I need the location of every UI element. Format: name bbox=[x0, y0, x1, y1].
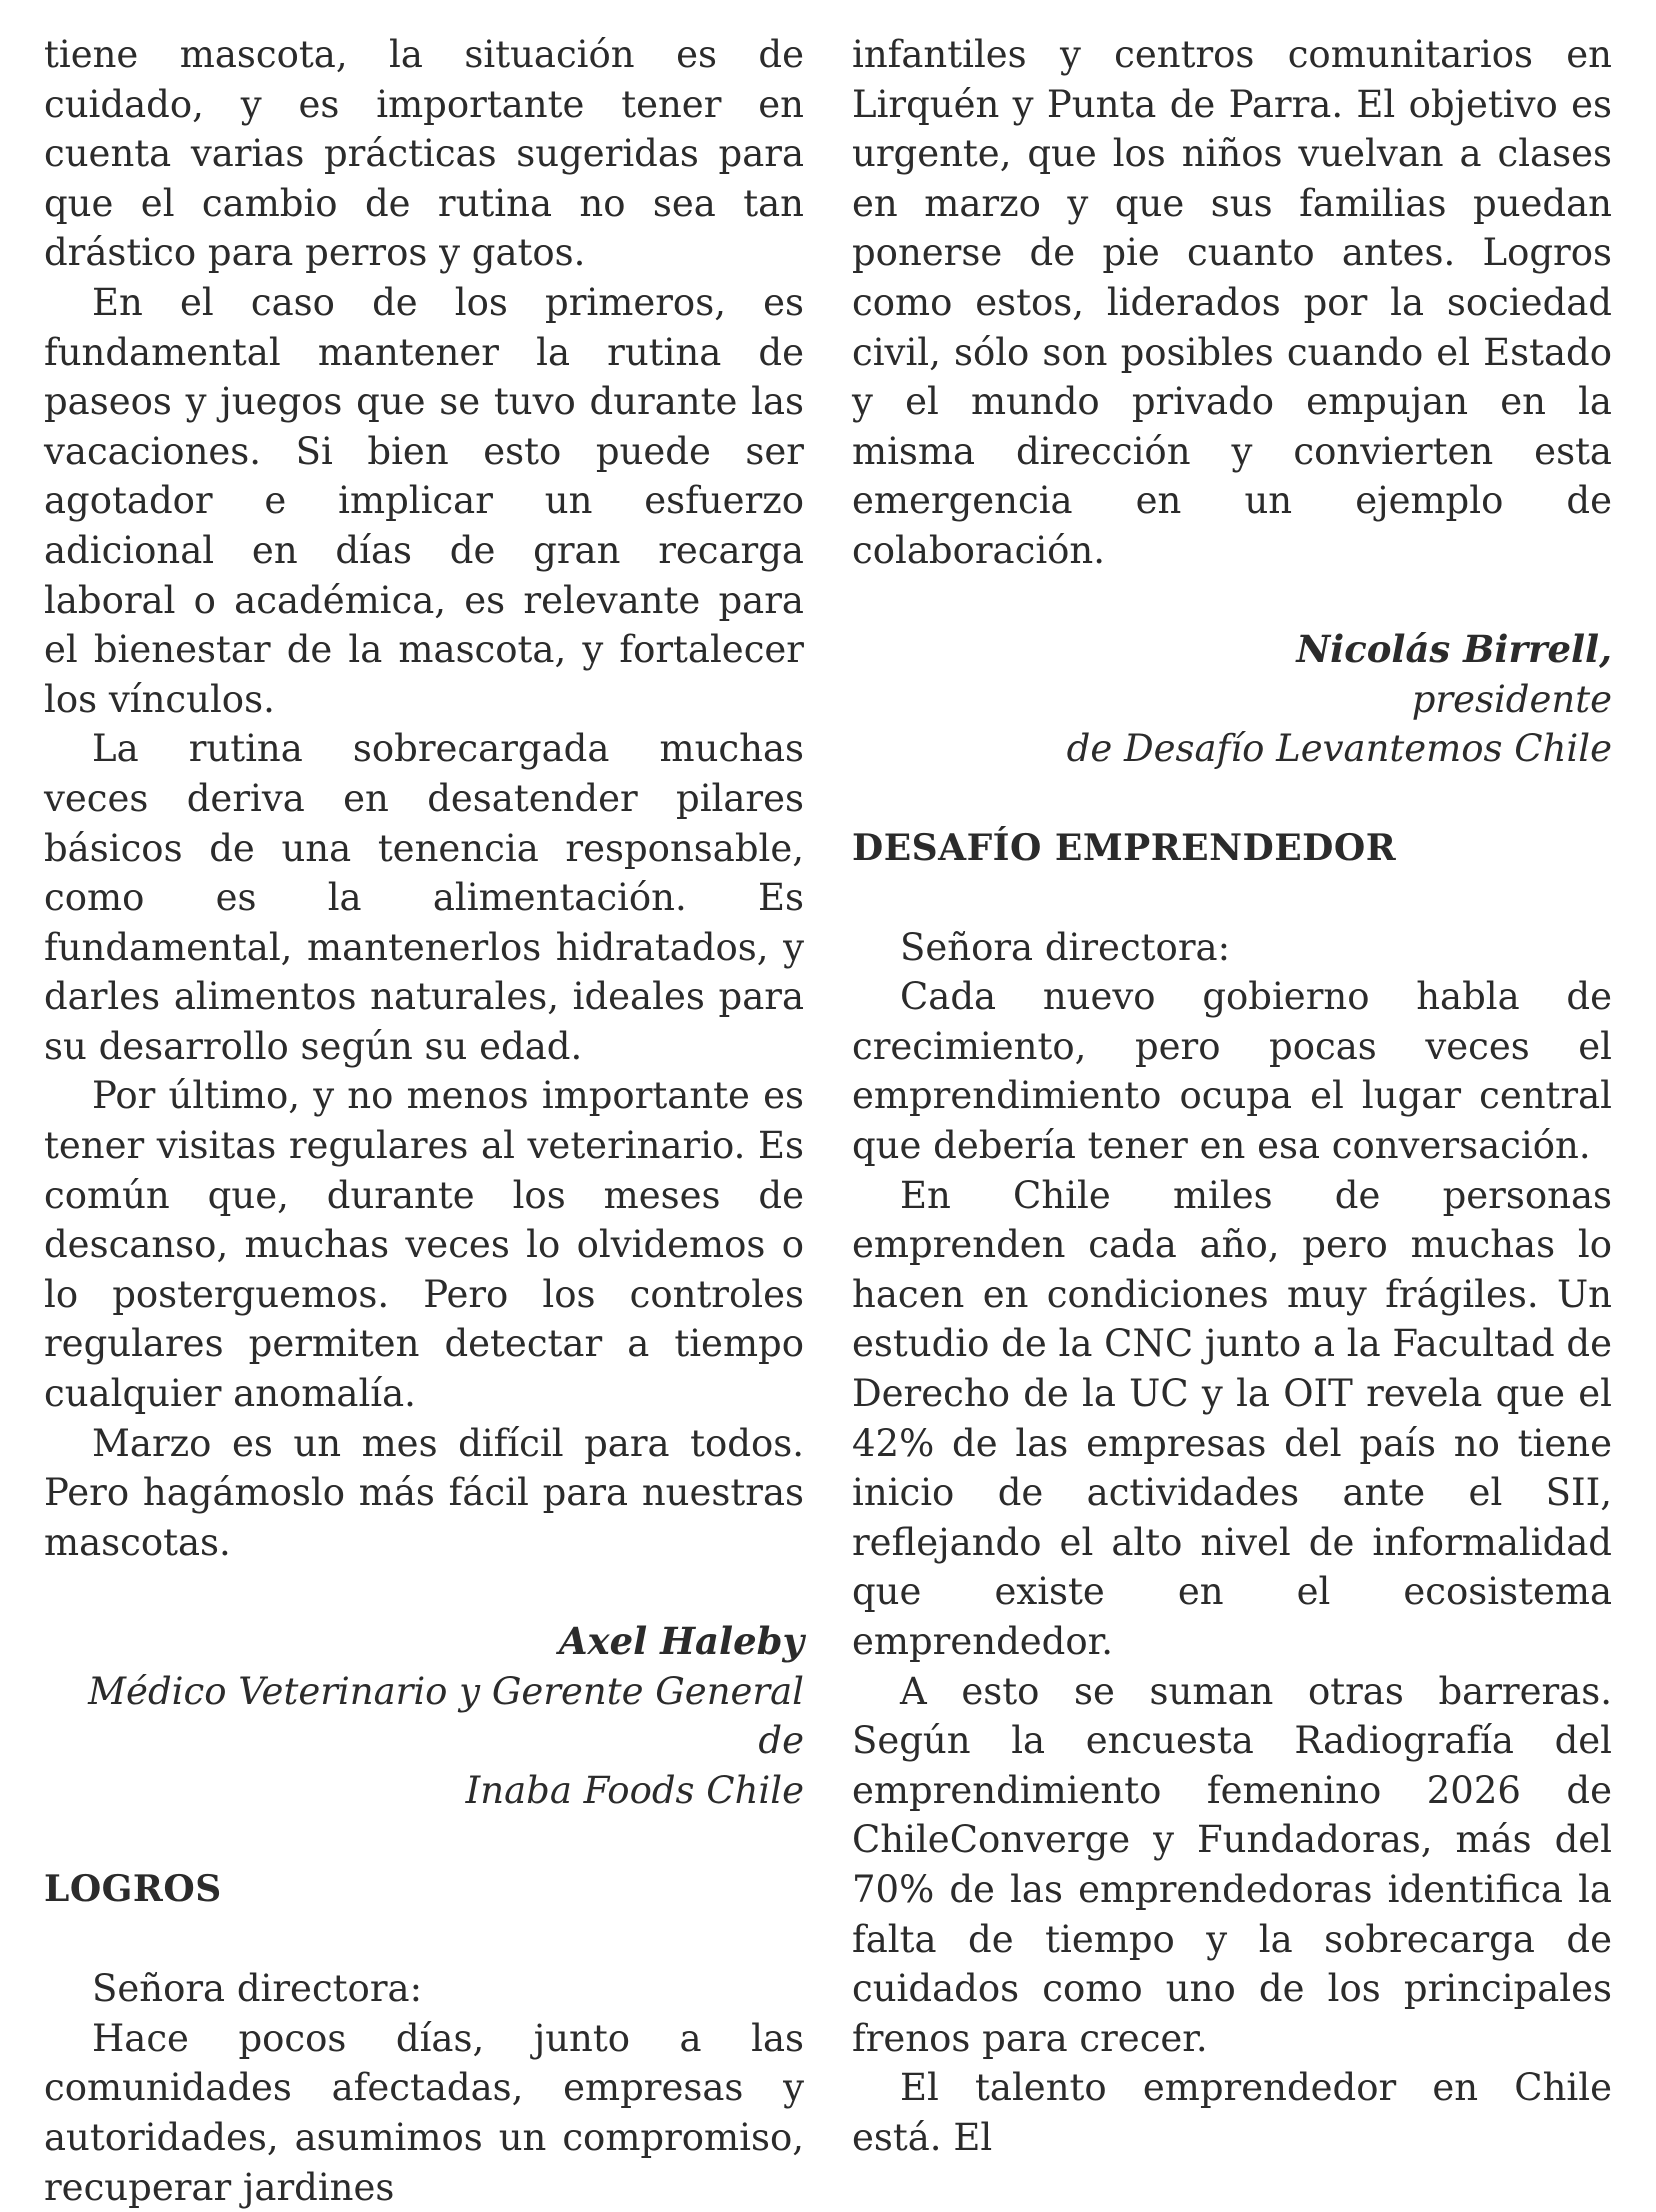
letter-paragraph: Hace pocos días, junto a las comunidades afectadas, empresas y autoridades, asumimos un compromiso, recuperar jardines bbox=[44, 2016, 804, 2209]
letter-paragraph: Cada nuevo gobierno habla de crecimiento, pero pocas veces el emprendimiento ocupa el lugar central que debería tener en esa conversación. bbox=[852, 975, 1612, 1168]
letter-paragraph: La rutina sobrecargada muchas veces deriva en desatender pilares básicos de una tenencia responsable, como es la alimentación. Es fundamental, mantenerlos hidratados, y darles alimentos naturales, ideales para su desarrollo según su edad. bbox=[44, 727, 804, 1068]
letter-paragraph: A esto se suman otras barreras. Según la encuesta Radiografía del emprendimiento femenino 2026 de ChileConverge y Fundadoras, más del 70% de las emprendedoras identifica la falta de tiempo y la sobrecarga de cuidados como uno de los principales frenos para crecer. bbox=[852, 1669, 1612, 2060]
signature-title: Médico Veterinario y Gerente General de bbox=[88, 1669, 804, 1763]
letter-paragraph: Por último, y no menos importante es tener visitas regulares al veterinario. Es común que, durante los meses de descanso, muchas veces lo olvidemos o lo posterguemos. Pero los controles regulares permiten detectar a tiempo cualquier anomalía. bbox=[44, 1074, 804, 1416]
left-column bbox=[44, 30, 804, 2212]
signature-name: Axel Haleby bbox=[558, 1619, 804, 1663]
signature-title: presidente bbox=[1411, 677, 1612, 721]
right-column bbox=[852, 30, 1612, 2163]
section-heading: LOGROS bbox=[44, 1867, 222, 1910]
letter-paragraph: En el caso de los primeros, es fundamental mantener la rutina de paseos y juegos que se tuvo durante las vacaciones. Si bien esto puede ser agotador e implicar un esfuerzo adicional en días de gran recarga laboral o académica, es relevante para el bienestar de la mascota, y fortalecer los vínculos. bbox=[44, 280, 804, 721]
signature-block bbox=[44, 1617, 804, 1815]
section-heading: DESAFÍO EMPRENDEDOR bbox=[852, 826, 1397, 869]
signature-title: Inaba Foods Chile bbox=[465, 1768, 804, 1812]
letter-paragraph: infantiles y centros comunitarios en Lirquén y Punta de Parra. El objetivo es urgente, que los niños vuelvan a clases en marzo y que sus familias puedan ponerse de pie cuanto antes. Logros como estos, liderados por la sociedad civil, sólo son posibles cuando el Estado y el mundo privado empujan en la misma dirección y convierten esta emergencia en un ejemplo de colaboración. bbox=[852, 33, 1612, 572]
letter-paragraph: tiene mascota, la situación es de cuidado, y es importante tener en cuenta varias prácticas sugeridas para que el cambio de rutina no sea tan drástico para perros y gatos. bbox=[44, 33, 804, 275]
letter-paragraph: Marzo es un mes difícil para todos. Pero hagámoslo más fácil para nuestras mascotas. bbox=[44, 1421, 804, 1564]
letter-paragraph: El talento emprendedor en Chile está. El bbox=[852, 2066, 1612, 2159]
signature-title: de Desafío Levantemos Chile bbox=[1066, 727, 1612, 771]
letter-greeting: Señora directora: bbox=[92, 1967, 423, 2011]
signature-name: Nicolás Birrell, bbox=[1296, 627, 1612, 672]
letter-paragraph: En Chile miles de personas emprenden cada año, pero muchas lo hacen en condiciones muy frágiles. Un estudio de la CNC junto a la Facultad de Derecho de la UC y la OIT revela que el 42% de las empresas del país no tiene inicio de actividades ante el SII, reflejando el alto nivel de informalidad que existe en el ecosistema emprendedor. bbox=[852, 1173, 1612, 1663]
letter-greeting: Señora directora: bbox=[900, 925, 1231, 969]
signature-block bbox=[852, 625, 1612, 774]
